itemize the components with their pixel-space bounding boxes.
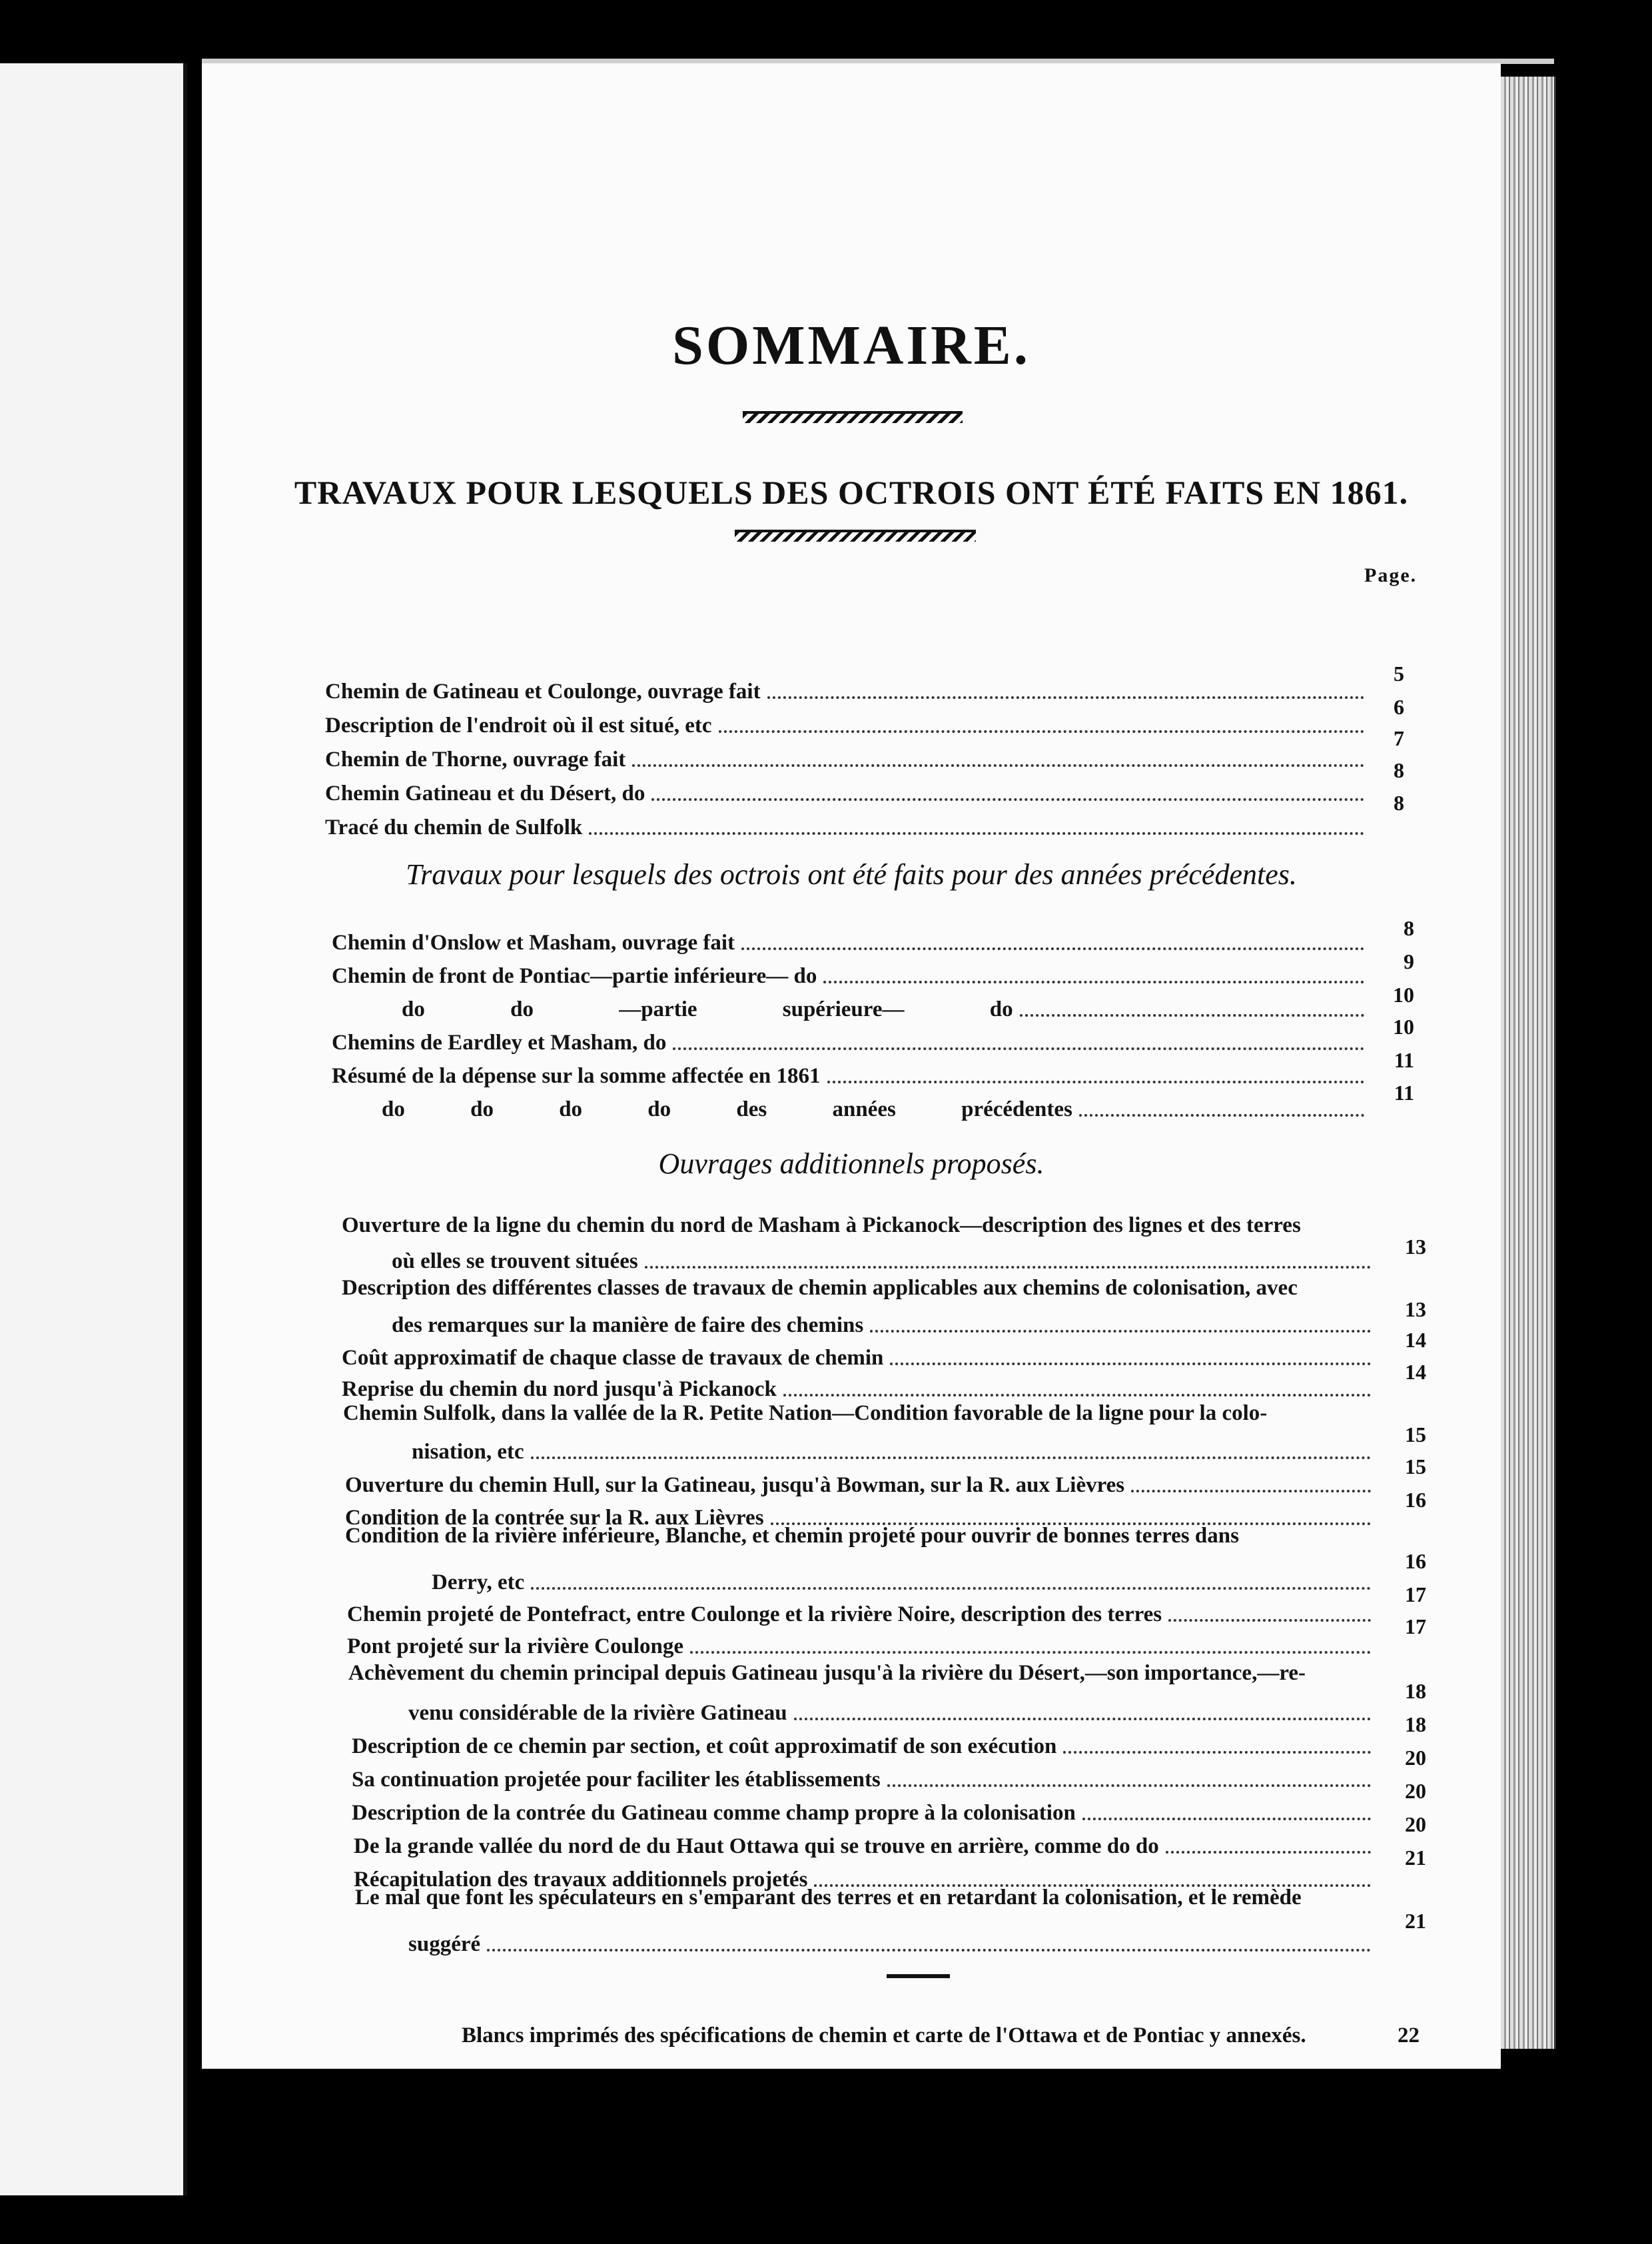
leader-dots: [719, 730, 1365, 733]
leader-dots: [783, 1394, 1371, 1397]
toc-entry-text: Chemin de front de Pontiac—partie inférieure— do: [332, 964, 817, 988]
toc-entry-text: Condition de la rivière inférieure, Blanche, et chemin projeté pour ouvrir de bonnes terres dans: [345, 1524, 1239, 1548]
toc-entry-text: Pont projeté sur la rivière Coulonge: [347, 1634, 684, 1658]
leader-dots: [741, 947, 1364, 950]
toc-entry: [325, 816, 1371, 840]
page-title: SOMMAIRE.: [672, 314, 1031, 376]
toc-entry: [325, 680, 1371, 704]
leader-dots: [1063, 1751, 1371, 1754]
toc-page-number: 17: [1405, 1582, 1426, 1606]
leader-dots: [645, 1266, 1371, 1269]
leader-dots: [887, 1784, 1371, 1787]
toc-entry: [325, 714, 1371, 738]
toc-entry: [402, 997, 1371, 1022]
toc-entry-text: Description de la contrée du Gatineau comme champ propre à la colonisation: [352, 1801, 1076, 1825]
toc-entry: [412, 1440, 1378, 1464]
toc-entry-continuation: où elles se trouvent situées: [392, 1249, 638, 1273]
toc-entry-text: Tracé du chemin de Sulfolk: [325, 816, 583, 840]
document-page: [202, 63, 1501, 2069]
toc-entry-text: Description de l'endroit où il est situé, etc: [325, 714, 712, 738]
toc-page-number: 15: [1405, 1454, 1426, 1478]
toc-entry: [342, 1346, 1378, 1371]
toc-page-number: 15: [1405, 1422, 1426, 1446]
book-spine: [187, 40, 202, 2212]
toc-page-number: 8: [1394, 791, 1404, 815]
left-page-edge: [0, 63, 187, 2195]
section-title: TRAVAUX POUR LESQUELS DES OCTROIS ONT ÉTÉ FAITS EN 1861.: [294, 474, 1409, 511]
toc-page-number: 16: [1405, 1549, 1426, 1573]
toc-page-number: 21: [1405, 1909, 1426, 1933]
toc-entry-text: Coût approximatif de chaque classe de travaux de chemin: [342, 1346, 884, 1370]
toc-page-number: 14: [1405, 1328, 1426, 1352]
toc-entry: [345, 1473, 1378, 1498]
toc-entry-text: Description des différentes classes de travaux de chemin applicables aux chemins de colonisation, avec: [342, 1276, 1298, 1300]
toc-entry: [352, 1768, 1378, 1792]
toc-entry: [332, 1064, 1371, 1089]
toc-entry-continuation: venu considérable de la rivière Gatineau: [408, 1701, 787, 1725]
toc-page-number: 13: [1405, 1297, 1426, 1321]
leader-dots: [1079, 1114, 1364, 1117]
page-column-header: Page.: [1364, 564, 1418, 586]
leader-dots: [673, 1047, 1364, 1050]
toc-page-number: 7: [1394, 726, 1404, 750]
toc-page-number: 17: [1405, 1614, 1426, 1638]
toc-entry-text: Le mal que font les spéculateurs en s'emparant des terres et en retardant la colonisation, et le remède: [355, 1886, 1302, 1910]
toc-entry-text: Reprise du chemin du nord jusqu'à Pickanock: [342, 1377, 777, 1401]
toc-entry-text: Condition de la contrée sur la R. aux Lièvres: [345, 1506, 764, 1530]
leader-dots: [794, 1718, 1371, 1720]
toc-entry: [332, 964, 1371, 989]
toc-entry: [347, 1602, 1378, 1627]
leader-dots: [632, 764, 1364, 767]
toc-entry: [342, 1377, 1378, 1402]
toc-entry: [352, 1734, 1378, 1759]
toc-page-number: 20: [1405, 1746, 1426, 1770]
toc-entry-text: Chemin de Gatineau et Coulonge, ouvrage fait: [325, 680, 761, 704]
leader-dots: [1082, 1818, 1371, 1820]
toc-page-number: 13: [1405, 1235, 1426, 1259]
toc-page-number: 10: [1393, 983, 1414, 1007]
leader-dots: [589, 832, 1364, 835]
toc-entry-continuation: Derry, etc: [432, 1570, 525, 1594]
toc-page-number: 8: [1394, 758, 1404, 782]
section-heading: Travaux pour lesquels des octrois ont été faits pour des années précédentes.: [406, 858, 1297, 891]
leader-dots: [1131, 1490, 1371, 1492]
toc-page-number: 5: [1394, 662, 1404, 686]
leader-dots: [651, 798, 1364, 801]
section-heading: Ouvrages additionnels proposés.: [658, 1147, 1044, 1180]
toc-page-number: 21: [1405, 1846, 1426, 1870]
toc-entry-text: Résumé de la dépense sur la somme affectée en 1861: [332, 1064, 821, 1088]
toc-page-number: 20: [1405, 1779, 1426, 1803]
toc-entry: [392, 1249, 1378, 1274]
leader-dots: [827, 1081, 1364, 1083]
toc-page-number: 14: [1405, 1360, 1426, 1384]
page-edges: [1501, 77, 1556, 2049]
toc-entry-text: Sa continuation projetée pour faciliter les établissements: [352, 1768, 881, 1792]
toc-page-number: 8: [1404, 916, 1414, 940]
leader-dots: [690, 1651, 1371, 1654]
leader-dots: [1166, 1851, 1371, 1854]
toc-entry: [392, 1313, 1378, 1338]
toc-page-number: 11: [1394, 1081, 1414, 1105]
leader-dots: [1168, 1619, 1371, 1622]
toc-entry-text: Chemin de Thorne, ouvrage fait: [325, 748, 626, 772]
toc-entry: [332, 1031, 1371, 1055]
leader-dots: [531, 1587, 1371, 1590]
toc-entry-text: do do do do des années précédentes: [382, 1097, 1072, 1121]
leader-dots: [823, 981, 1364, 983]
toc-page-number: 20: [1405, 1812, 1426, 1836]
toc-page-number: 10: [1393, 1015, 1414, 1039]
toc-entry: [382, 1097, 1371, 1122]
toc-entry-continuation: suggéré: [408, 1932, 481, 1956]
toc-entry: [325, 782, 1371, 806]
leader-dots: [870, 1330, 1371, 1333]
toc-entry-continuation: des remarques sur la manière de faire des chemins: [392, 1313, 864, 1337]
toc-entry: [352, 1801, 1378, 1826]
ornamental-rule: [735, 530, 976, 542]
toc-entry-text: Chemin Sulfolk, dans la vallée de la R. Petite Nation—Condition favorable de la ligne pour la colo-: [343, 1401, 1268, 1425]
leader-dots: [890, 1363, 1371, 1365]
toc-entry-text: Description de ce chemin par section, et coût approximatif de son exécution: [352, 1734, 1057, 1758]
toc-entry: [347, 1634, 1378, 1659]
toc-page-number: 18: [1405, 1712, 1426, 1736]
leader-dots: [531, 1456, 1371, 1459]
toc-entry-text: Récapitulation des travaux additionnels projetés: [354, 1868, 808, 1892]
divider-rule: [887, 1974, 950, 1978]
toc-page-number: 11: [1394, 1048, 1414, 1072]
toc-page-number: 18: [1405, 1679, 1426, 1703]
toc-entry-continuation: nisation, etc: [412, 1440, 524, 1464]
ornamental-rule: [743, 411, 963, 423]
leader-dots: [1020, 1014, 1364, 1017]
toc-entry-text: Ouverture du chemin Hull, sur la Gatineau, jusqu'à Bowman, sur la R. aux Lièvres: [345, 1473, 1125, 1497]
toc-entry: [354, 1834, 1378, 1859]
toc-page-number: 6: [1394, 695, 1404, 719]
toc-entry-text: Chemin d'Onslow et Masham, ouvrage fait: [332, 931, 735, 955]
toc-entry: [408, 1701, 1378, 1726]
toc-entry: [332, 931, 1371, 955]
toc-entry-text: Chemins de Eardley et Masham, do: [332, 1031, 667, 1055]
toc-entry-text: De la grande vallée du nord de du Haut Ottawa qui se trouve en arrière, comme do do: [354, 1834, 1159, 1858]
leader-dots: [767, 696, 1364, 699]
footer-page-number: 22: [1398, 2023, 1420, 2047]
leader-dots: [487, 1949, 1371, 1952]
toc-entry-text: Chemin Gatineau et du Désert, do: [325, 782, 645, 806]
toc-page-number: 9: [1404, 949, 1414, 973]
toc-entry-text: Chemin projeté de Pontefract, entre Coulonge et la rivière Noire, description des terres: [347, 1602, 1162, 1626]
toc-entry: [325, 748, 1371, 772]
toc-entry: [432, 1570, 1378, 1595]
toc-entry-text: Achèvement du chemin principal depuis Gatineau jusqu'à la rivière du Désert,—son importance,—re-: [348, 1661, 1306, 1685]
toc-entry-text: Ouverture de la ligne du chemin du nord de Masham à Pickanock—description des lignes et des terres: [342, 1213, 1301, 1237]
footer-note: Blancs imprimés des spécifications de chemin et carte de l'Ottawa et de Pontiac y annexés.: [462, 2023, 1306, 2047]
toc-page-number: 16: [1405, 1488, 1426, 1512]
toc-entry: [408, 1932, 1378, 1957]
toc-entry-text: do do —partie supérieure— do: [402, 997, 1013, 1021]
